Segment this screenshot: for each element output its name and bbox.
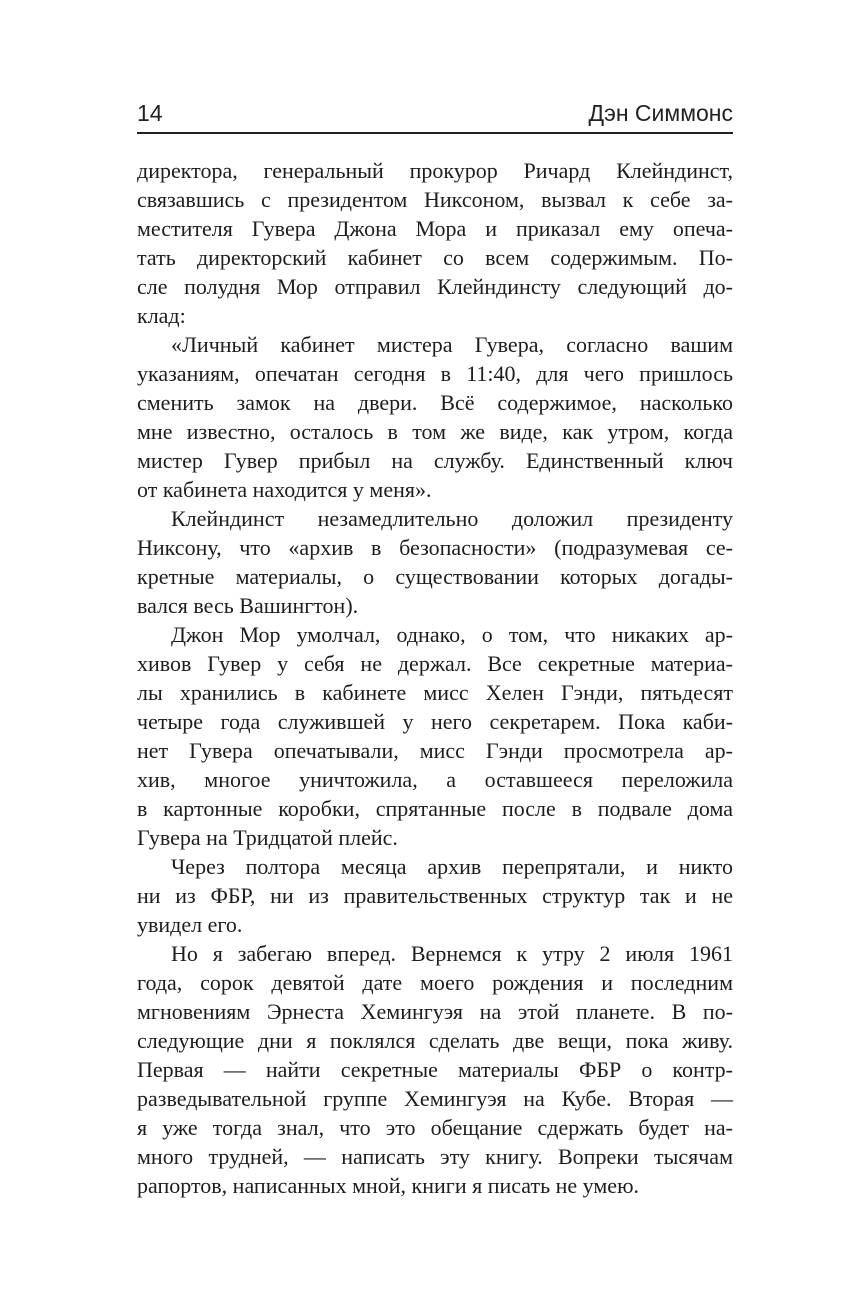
text-line: разведывательной группе Хемингуэя на Кубе. Вторая — <box>137 1086 733 1111</box>
text-line: года, сорок девятой дате моего рождения и последним <box>137 970 733 995</box>
text-line: увидел его. <box>137 912 243 937</box>
text-line: директора, генеральный прокурор Ричард Клейндинст, <box>137 158 733 183</box>
text-line: в картонные коробки, спрятанные после в подвале дома <box>137 796 733 821</box>
paragraph <box>137 852 733 939</box>
text-line: Через полтора месяца архив перепрятали, и никто <box>171 854 733 879</box>
text-line: лы хранились в кабинете мисс Хелен Гэнди, пятьдесят <box>137 680 733 705</box>
text-line: сменить замок на двери. Всё содержимое, насколько <box>137 390 733 415</box>
text-line: следующие дни я поклялся сделать две вещи, пока живу. <box>137 1028 733 1053</box>
text-line: Джон Мор умолчал, однако, о том, что никаких ар- <box>171 622 733 647</box>
text-line: ни из ФБР, ни из правительственных структур так и не <box>137 883 733 908</box>
header-rule <box>137 132 733 134</box>
text-line: Но я забегаю вперед. Вернемся к утру 2 июля 1961 <box>171 941 733 966</box>
paragraph <box>137 620 733 852</box>
text-line: Клейндинст незамедлительно доложил президенту <box>171 506 733 531</box>
paragraph <box>137 939 733 1200</box>
text-line: четыре года служившей у него секретарем. Пока каби- <box>137 709 733 734</box>
text-line: рапортов, написанных мной, книги я писать не умею. <box>137 1173 640 1198</box>
text-line: много трудней, — написать эту книгу. Вопреки тысячам <box>137 1144 733 1169</box>
text-line: я уже тогда знал, что это обещание сдержать будет на- <box>137 1115 733 1140</box>
text-line: мгновениям Эрнеста Хемингуэя на этой планете. В по- <box>137 999 733 1024</box>
text-line: хивов Гувер у себя не держал. Все секретные материа- <box>137 651 733 676</box>
text-line: от кабинета находится у меня». <box>137 477 432 502</box>
text-line: «Личный кабинет мистера Гувера, согласно вашим <box>171 332 733 357</box>
paragraph <box>137 330 733 504</box>
page-number: 14 <box>137 100 163 126</box>
text-line: мне известно, осталось в том же виде, как утром, когда <box>137 419 733 444</box>
running-head-author: Дэн Симмонс <box>588 100 733 126</box>
text-line: нет Гувера опечатывали, мисс Гэнди просмотрела ар- <box>137 738 733 763</box>
text-line: Гувера на Тридцатой плейс. <box>137 825 398 850</box>
text-line: Никсону, что «архив в безопасности» (подразумевая се- <box>137 535 733 560</box>
text-line: сле полудня Мор отправил Клейндинсту следующий до- <box>137 274 733 299</box>
text-line: хив, многое уничтожила, а оставшееся переложила <box>137 767 733 792</box>
text-line: Первая — найти секретные материалы ФБР о контр- <box>137 1057 733 1082</box>
running-header <box>137 100 733 126</box>
text-line: связавшись с президентом Никсоном, вызвал к себе за- <box>137 187 733 212</box>
paragraph <box>137 504 733 620</box>
text-line: местителя Гувера Джона Мора и приказал ему опеча- <box>137 216 733 241</box>
text-line: мистер Гувер прибыл на службу. Единственный ключ <box>137 448 733 473</box>
paragraph <box>137 156 733 330</box>
text-line: вался весь Вашингтон). <box>137 593 359 618</box>
text-line: указаниям, опечатан сегодня в 11:40, для чего пришлось <box>137 361 733 386</box>
body-text <box>137 156 733 1200</box>
text-line: клад: <box>137 303 186 328</box>
text-line: тать директорский кабинет со всем содержимым. По- <box>137 245 733 270</box>
text-line: кретные материалы, о существовании которых догады- <box>137 564 733 589</box>
